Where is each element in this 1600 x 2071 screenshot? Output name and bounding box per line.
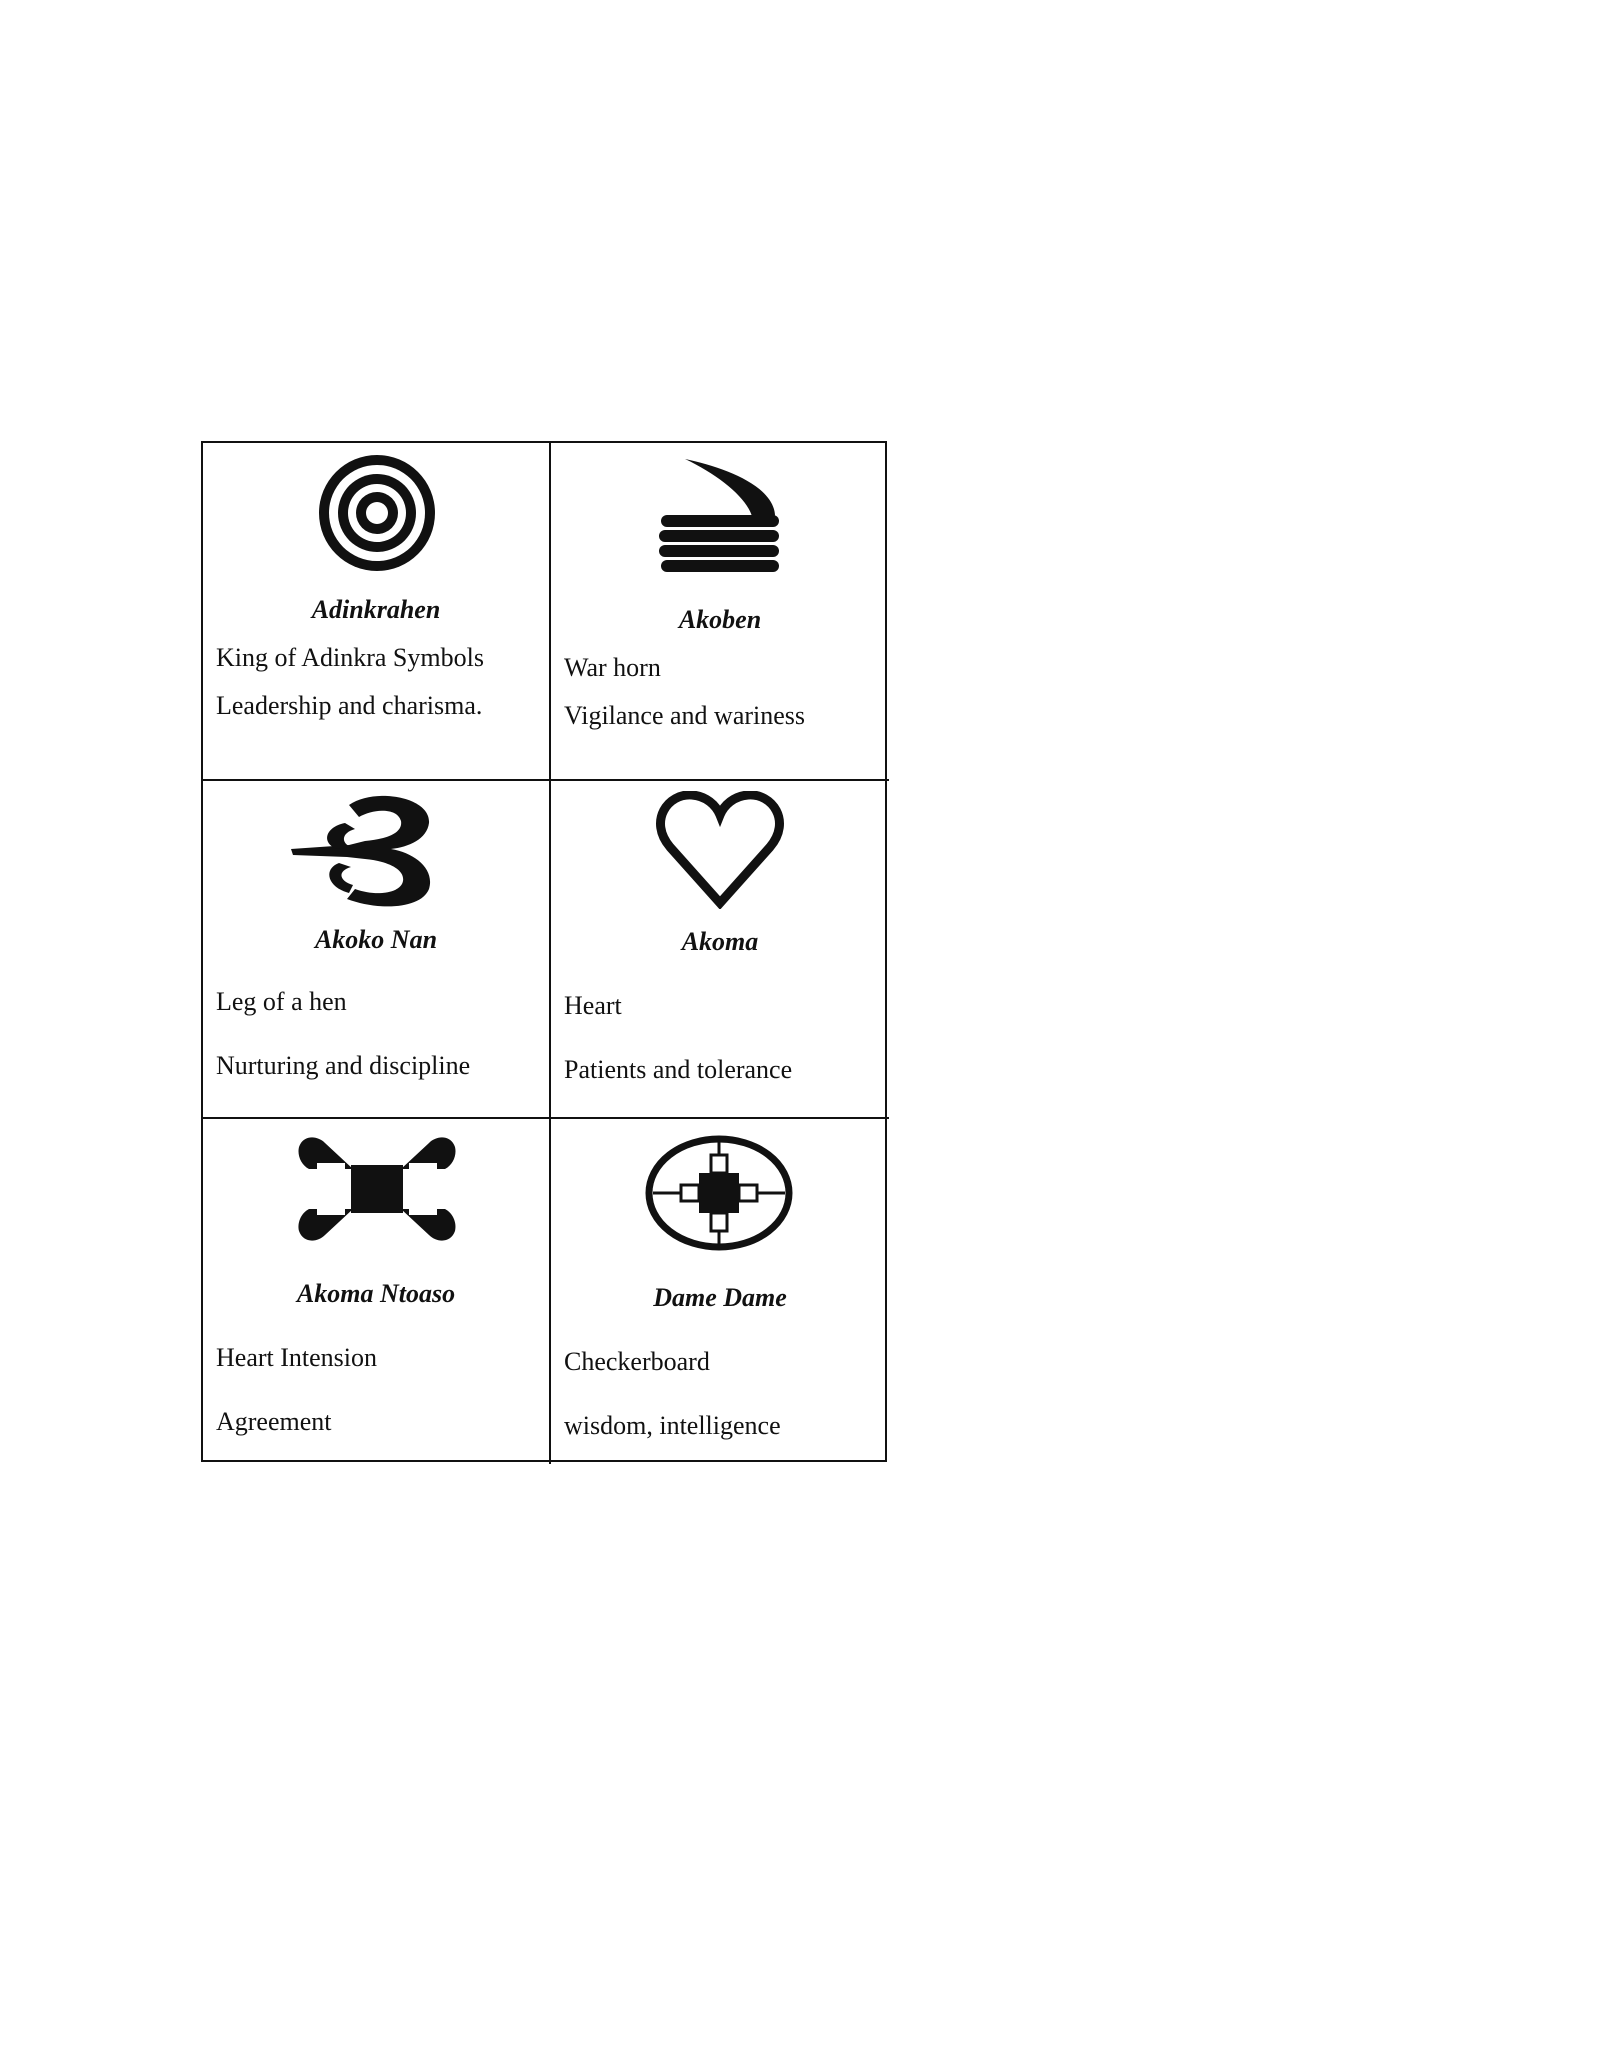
akoma-heart-icon [654, 791, 786, 909]
table-cell-adinkrahen [203, 443, 551, 781]
dame-dame-checkerboard-icon [643, 1133, 795, 1253]
symbol-description: Agreement [216, 1407, 332, 1436]
symbol-name: Adinkrahen [311, 595, 441, 624]
akoko-nan-hen-leg-icon [289, 793, 443, 909]
akoma-ntoaso-linked-hearts-icon [297, 1129, 457, 1251]
symbol-description: Patients and tolerance [564, 1055, 793, 1084]
symbol-description: Leadership and charisma. [216, 691, 483, 720]
table-cell-dame-dame [551, 1119, 889, 1464]
symbol-meaning: Leg of a hen [216, 987, 347, 1016]
symbol-meaning: Heart [564, 991, 622, 1020]
symbol-name: Akoko Nan [314, 925, 438, 954]
symbol-meaning: War horn [564, 653, 661, 682]
symbol-meaning: King of Adinkra Symbols [216, 643, 484, 672]
symbol-name: Akoma [681, 927, 759, 956]
table-cell-akoko-nan [203, 781, 551, 1119]
symbol-meaning: Heart Intension [216, 1343, 378, 1372]
table-cell-akoma-ntoaso [203, 1119, 551, 1464]
symbol-name: Akoma Ntoaso [296, 1279, 456, 1308]
symbol-description: wisdom, intelligence [564, 1411, 781, 1440]
adinkrahen-concentric-circles-icon [311, 447, 443, 579]
table-cell-akoben [551, 443, 889, 781]
akoben-war-horn-icon [657, 457, 789, 581]
symbol-name: Akoben [678, 605, 762, 634]
symbol-meaning: Checkerboard [564, 1347, 710, 1376]
table-cell-akoma [551, 781, 889, 1119]
symbol-description: Nurturing and discipline [216, 1051, 471, 1080]
symbol-name: Dame Dame [653, 1283, 787, 1312]
symbol-description: Vigilance and wariness [564, 701, 806, 730]
adinkra-symbol-table [201, 441, 887, 1462]
